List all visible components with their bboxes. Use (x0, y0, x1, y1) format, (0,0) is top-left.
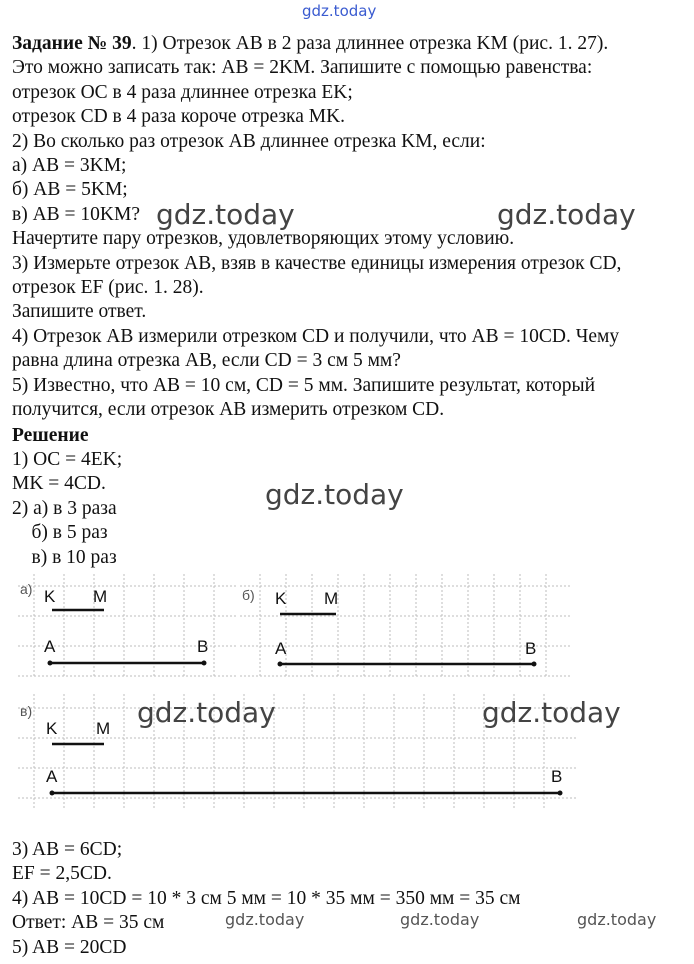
task-line-1 (12, 32, 608, 56)
watermark: gdz.today (156, 198, 295, 231)
solution-line-5: в) в 10 раз (12, 547, 117, 568)
task-line-1-text: . 1) Отрезок AB в 2 раза длиннее отрезка KM (рис. 1. 27). (131, 33, 609, 54)
watermark: gdz.today (482, 696, 621, 729)
watermark: gdz.today (137, 696, 276, 729)
solution-line-4: б) в 5 раз (12, 522, 108, 543)
label-m: M (324, 589, 339, 608)
task-line-14: равна длина отрезка AB, если CD = 3 см 5 мм? (12, 350, 401, 371)
watermark: gdz.today (265, 478, 404, 511)
watermark: gdz.today (577, 910, 657, 929)
label-k: K (275, 589, 287, 608)
task-line-2: Это можно записать так: AB = 2KM. Запишите с помощью равенства: (12, 57, 593, 78)
solution-line-10: 5) AB = 20CD (12, 937, 127, 958)
task-line-9: Начертите пару отрезков, удовлетворяющих этому условию. (12, 228, 515, 249)
watermark: gdz.today (225, 910, 305, 929)
task-line-6: а) AB = 3KM; (12, 155, 127, 176)
figure-b-tag: б) (242, 587, 255, 603)
task-line-7: б) AB = 5KM; (12, 179, 128, 200)
point-a (50, 791, 55, 796)
label-b: B (525, 639, 537, 658)
figure-a (18, 574, 236, 678)
task-line-8: в) AB = 10KM? (12, 204, 140, 225)
solution-line-1: 1) OC = 4EK; (12, 449, 123, 470)
figure-c-tag: в) (20, 703, 33, 719)
label-b: B (197, 637, 209, 656)
label-m: M (93, 587, 108, 606)
watermark-top: gdz.today (302, 2, 377, 20)
task-line-10: 3) Измерьте отрезок AB, взяв в качестве единицы измерения отрезок CD, (12, 253, 622, 274)
figure-b (240, 574, 570, 678)
solution-line-2: MK = 4CD. (12, 473, 106, 494)
task-line-3: отрезок OC в 4 раза длиннее отрезка EK; (12, 82, 353, 103)
solution-line-7: EF = 2,5CD. (12, 863, 112, 884)
label-k: K (44, 587, 56, 606)
point-b (532, 662, 537, 667)
solution-line-9: Ответ: AB = 35 см (12, 912, 165, 933)
label-a: A (44, 637, 56, 656)
label-a: A (46, 767, 58, 786)
task-line-12: Запишите ответ. (12, 301, 147, 322)
solution-heading: Решение (12, 425, 89, 446)
label-m: M (96, 719, 111, 738)
point-b (202, 661, 207, 666)
label-a: A (275, 639, 287, 658)
watermark: gdz.today (497, 198, 636, 231)
task-line-16: получится, если отрезок AB измерить отрезком CD. (12, 399, 445, 420)
solution-line-8: 4) AB = 10CD = 10 * 3 см 5 мм = 10 * 35 мм = 350 мм = 35 см (12, 888, 521, 909)
label-k: K (46, 719, 58, 738)
watermark: gdz.today (400, 910, 480, 929)
task-line-11: отрезок EF (рис. 1. 28). (12, 277, 204, 298)
solution-line-6: 3) AB = 6CD; (12, 839, 123, 860)
point-b (558, 791, 563, 796)
task-title: Задание № 39 (12, 33, 132, 54)
task-line-4: отрезок CD в 4 раза короче отрезка MK. (12, 106, 346, 127)
figure-a-tag: а) (20, 581, 33, 597)
task-line-5: 2) Во сколько раз отрезок AB длиннее отрезка KM, если: (12, 131, 486, 152)
point-a (278, 662, 283, 667)
grid-b (240, 574, 570, 678)
task-line-13: 4) Отрезок AB измерили отрезком CD и получили, что AB = 10CD. Чему (12, 326, 620, 347)
point-a (48, 661, 53, 666)
solution-line-3: 2) а) в 3 раза (12, 498, 117, 519)
label-b: B (551, 767, 563, 786)
task-line-15: 5) Известно, что AB = 10 см, CD = 5 мм. Запишите результат, который (12, 375, 596, 396)
